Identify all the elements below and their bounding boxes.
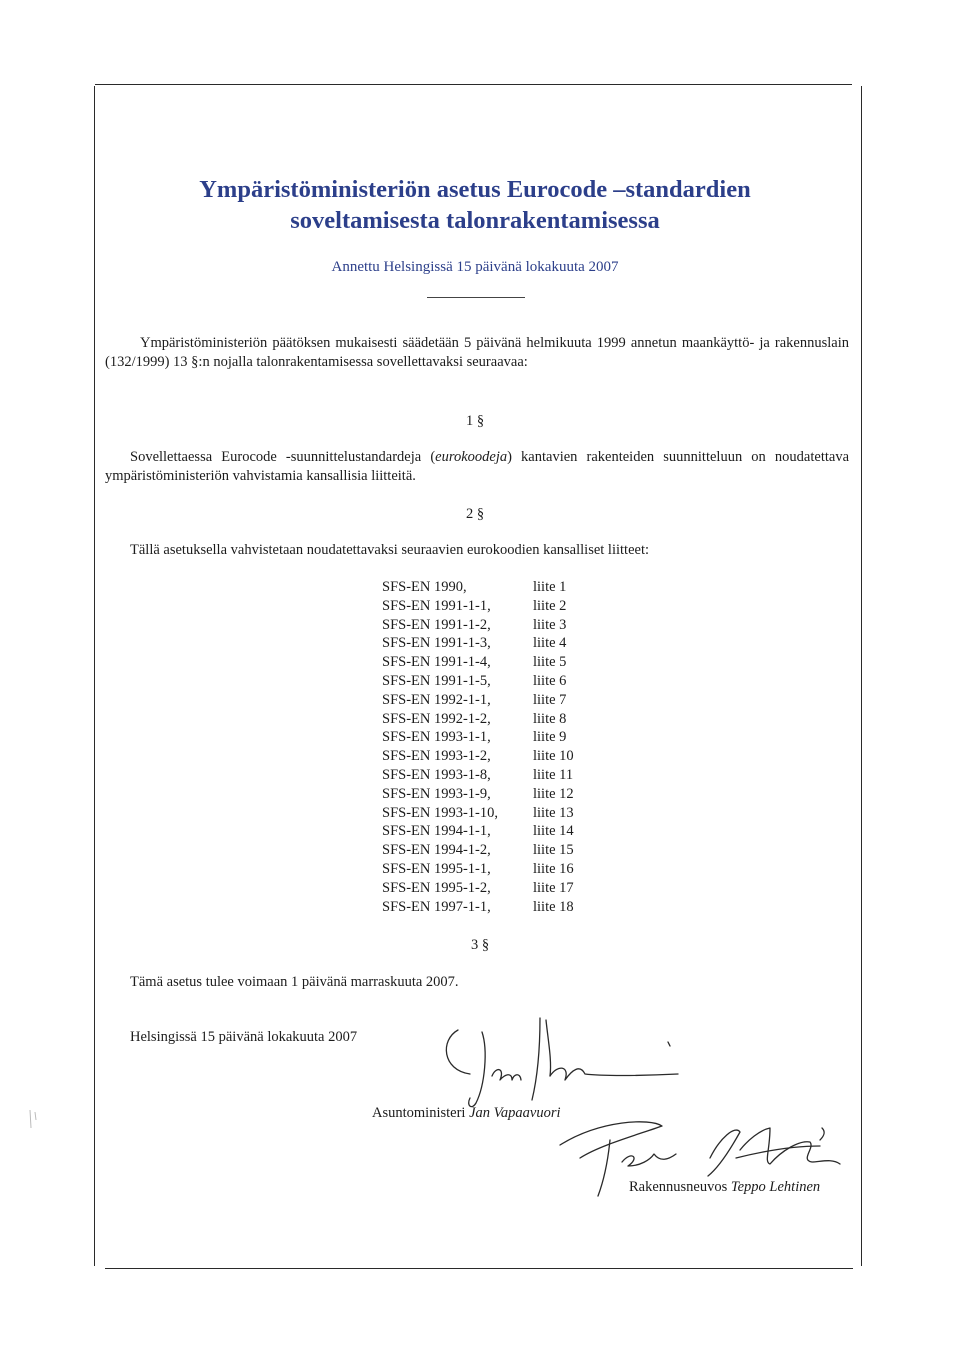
annex-code: SFS-EN 1993-1-10, (382, 804, 499, 821)
annex-code: SFS-EN 1993-1-2, (382, 748, 491, 765)
title-line-2: soveltamisesta talonrakentamisessa (290, 207, 660, 234)
annex-code: SFS-EN 1994-1-2, (382, 842, 491, 859)
annex-code: SFS-EN 1993-1-8, (382, 766, 491, 783)
signature-2-swoosh (560, 1122, 662, 1158)
annex-liite: liite 5 (533, 654, 567, 671)
section-1-text-after: ) kantavien rakenteiden suunnitteluun on noudatettava ympäristöministeriön vahvistamia kansallisia liitteitä. (105, 449, 849, 484)
signature-2-l (708, 1130, 740, 1176)
given-date-line: Annettu Helsingissä 15 päivänä lokakuuta 2007 (331, 259, 619, 275)
signatory-minister (372, 1104, 772, 1123)
annex-liite: liite 12 (533, 785, 574, 802)
annex-liite: liite 11 (533, 766, 574, 783)
annex-code: SFS-EN 1993-1-9, (382, 785, 491, 802)
annex-code: SFS-EN 1994-1-1, (382, 823, 491, 840)
signature-2-e (622, 1154, 676, 1166)
annex-liite: liite 14 (533, 823, 574, 840)
annex-liite: liite 18 (533, 898, 574, 915)
annex-code: SFS-EN 1995-1-2, (382, 879, 491, 896)
section-2-paragraph: Tällä asetuksella vahvistetaan noudatettavaksi seuraavien eurokoodien kansalliset liitteet: (130, 542, 649, 558)
signature-1-an (492, 1070, 521, 1080)
section-1-text-italic: eurokoodeja (435, 449, 508, 465)
annex-code: SFS-EN 1995-1-1, (382, 860, 491, 877)
signature-1-j (469, 1032, 485, 1107)
signature-1-loop (446, 1030, 470, 1074)
signature-1-tail (550, 1068, 678, 1080)
section-1-text-before: Sovellettaessa Eurocode -suunnittelustandardeja ( (130, 449, 436, 465)
annex-code: SFS-EN 1992-1-2, (382, 710, 491, 727)
annex-code: SFS-EN 1992-1-1, (382, 691, 491, 708)
annex-code: SFS-EN 1991-1-1, (382, 597, 491, 614)
annex-code: SFS-EN 1991-1-5, (382, 672, 491, 689)
place-and-date: Helsingissä 15 päivänä lokakuuta 2007 (130, 1029, 358, 1045)
annex-liite: liite 6 (533, 672, 567, 689)
section-1-heading: 1 § (465, 413, 485, 429)
annex-code: SFS-EN 1991-1-4, (382, 654, 491, 671)
minister-name: Jan Vapaavuori (469, 1105, 561, 1121)
annex-liite: liite 1 (533, 579, 567, 595)
annex-liite: liite 8 (533, 710, 567, 727)
annex-liite: liite 10 (533, 748, 574, 765)
signature-1-v (532, 1018, 551, 1100)
minister-role: Asuntoministeri (372, 1105, 466, 1121)
adviser-name: Teppo Lehtinen (730, 1179, 821, 1195)
scan-speck (26, 1108, 40, 1130)
annex-liite: liite 2 (533, 597, 567, 614)
annex-code: SFS-EN 1991-1-3, (382, 635, 491, 652)
section-3-heading: 3 § (470, 937, 490, 953)
annex-liite: liite 17 (533, 879, 574, 896)
annex-liite: liite 13 (533, 804, 574, 821)
annex-liite: liite 15 (533, 842, 574, 859)
annex-code: SFS-EN 1990, (382, 579, 467, 595)
section-2-heading: 2 § (465, 506, 485, 522)
annex-code: SFS-EN 1997-1-1, (382, 898, 491, 915)
signatory-adviser (629, 1178, 869, 1197)
annex-code: SFS-EN 1991-1-2, (382, 616, 491, 633)
annex-liite: liite 3 (533, 616, 567, 633)
preamble-paragraph: Ympäristöministeriön päätöksen mukaisesti säädetään 5 päivänä helmikuuta 1999 annetun maankäyttö- ja rakennuslain (132/1999) 13 §:n nojalla talonrakentamisessa sovellettavaksi seuraavaa: (105, 335, 849, 370)
annex-liite: liite 9 (533, 729, 567, 746)
signature-2-ht (740, 1128, 840, 1164)
signature-2-comma (820, 1128, 824, 1140)
adviser-role: Rakennusneuvos (629, 1179, 728, 1195)
title-line-1: Ympäristöministeriön asetus Eurocode –standardien (199, 176, 751, 203)
section-3-paragraph: Tämä asetus tulee voimaan 1 päivänä marraskuuta 2007. (130, 974, 459, 990)
annex-liite: liite 16 (533, 860, 574, 877)
annex-liite: liite 7 (533, 691, 567, 708)
signature-1-dot (668, 1042, 670, 1046)
annex-code: SFS-EN 1993-1-1, (382, 729, 491, 746)
annex-liite: liite 4 (533, 635, 567, 652)
